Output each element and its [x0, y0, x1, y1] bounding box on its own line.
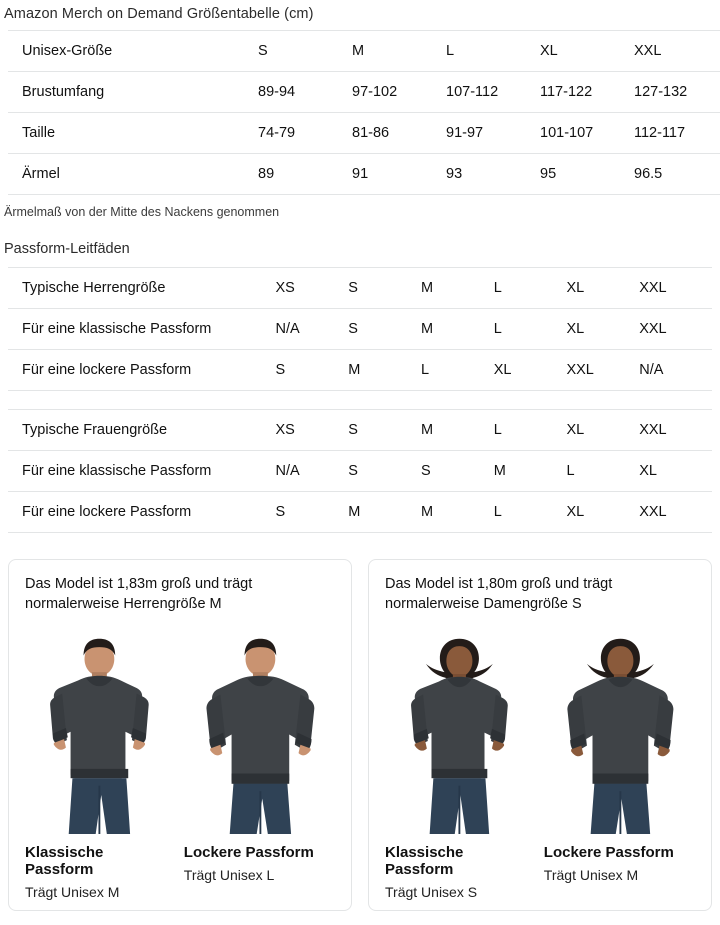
cell-value: S — [275, 350, 348, 391]
cell-value: 89 — [258, 154, 352, 195]
table-row — [8, 72, 720, 113]
cell-value: S — [258, 31, 352, 72]
unisex-size-table — [8, 30, 720, 195]
female-model-figures — [385, 622, 695, 834]
womens-fit-table — [8, 409, 712, 533]
fit-name: Klassische Passform — [25, 844, 104, 878]
cell-value: XL — [566, 309, 639, 350]
cell-value: XL — [494, 350, 567, 391]
cell-value: 81-86 — [352, 113, 446, 154]
cell-value: XS — [275, 410, 348, 451]
table-row — [8, 154, 720, 195]
cell-value: XL — [566, 410, 639, 451]
cell-value: N/A — [275, 451, 348, 492]
row-label: Für eine lockere Passform — [8, 350, 275, 391]
mens-fit-table — [8, 267, 712, 391]
model-cards — [8, 559, 712, 911]
fit-name: Klassische Passform — [385, 844, 464, 878]
fit-wears: Trägt Unisex S — [385, 884, 478, 900]
male-model-figures — [25, 622, 335, 834]
cell-value: XS — [275, 268, 348, 309]
table-row — [8, 113, 720, 154]
row-label: Für eine lockere Passform — [8, 492, 275, 533]
male-relaxed-fit-label — [184, 844, 333, 900]
table-row — [8, 350, 712, 391]
female-model-card — [368, 559, 712, 911]
table-row — [8, 31, 720, 72]
female-relaxed-fit-label — [544, 844, 693, 900]
cell-value: XXL — [639, 410, 712, 451]
cell-value: M — [421, 268, 494, 309]
cell-value: 91 — [352, 154, 446, 195]
cell-value: M — [348, 350, 421, 391]
cell-value: M — [348, 492, 421, 533]
cell-value: L — [494, 410, 567, 451]
male-classic-fit-label — [25, 844, 174, 900]
cell-value: 89-94 — [258, 72, 352, 113]
row-label: Für eine klassische Passform — [8, 451, 275, 492]
table-row — [8, 268, 712, 309]
row-label: Unisex-Größe — [8, 31, 258, 72]
cell-value: L — [421, 350, 494, 391]
cell-value: S — [275, 492, 348, 533]
sleeve-measurement-note: Ärmelmaß von der Mitte des Nackens genommen — [4, 205, 280, 219]
cell-value: XXL — [639, 309, 712, 350]
cell-value: M — [421, 492, 494, 533]
cell-value: XL — [639, 451, 712, 492]
table-row — [8, 410, 712, 451]
cell-value: XL — [566, 492, 639, 533]
table-row — [8, 451, 712, 492]
cell-value: 96.5 — [634, 154, 720, 195]
male-model-description: Das Model ist 1,83m groß und trägt normalerweise Herrengröße M — [25, 576, 253, 612]
cell-value: 127-132 — [634, 72, 720, 113]
cell-value: 117-122 — [540, 72, 634, 113]
cell-value: 74-79 — [258, 113, 352, 154]
cell-value: XL — [566, 268, 639, 309]
table-spacer — [0, 391, 720, 409]
cell-value: 93 — [446, 154, 540, 195]
female-relaxed-fit-figure — [546, 622, 695, 834]
male-model-card — [8, 559, 352, 911]
table-row — [8, 309, 712, 350]
female-classic-fit-figure — [385, 622, 534, 834]
cell-value: M — [494, 451, 567, 492]
row-label: Für eine klassische Passform — [8, 309, 275, 350]
cell-value: S — [421, 451, 494, 492]
cell-value: S — [348, 451, 421, 492]
cell-value: 91-97 — [446, 113, 540, 154]
cell-value: 101-107 — [540, 113, 634, 154]
fit-wears: Trägt Unisex M — [543, 867, 639, 883]
fit-wears: Trägt Unisex M — [25, 884, 120, 900]
cell-value: M — [421, 410, 494, 451]
cell-value: L — [494, 492, 567, 533]
cell-value: S — [348, 268, 421, 309]
row-label: Ärmel — [8, 154, 258, 195]
female-model-description: Das Model ist 1,80m groß und trägt normalerweise Damengröße S — [385, 576, 613, 612]
cell-value: M — [421, 309, 494, 350]
cell-value: L — [494, 268, 567, 309]
cell-value: 112-117 — [634, 113, 720, 154]
fit-name: Lockere Passform — [543, 844, 674, 861]
cell-value: N/A — [639, 350, 712, 391]
cell-value: L — [566, 451, 639, 492]
cell-value: 95 — [540, 154, 634, 195]
fit-wears: Trägt Unisex L — [183, 867, 275, 883]
male-classic-fit-figure — [25, 622, 174, 834]
table-row — [8, 492, 712, 533]
row-label: Typische Herrengröße — [8, 268, 275, 309]
cell-value: S — [348, 410, 421, 451]
row-label: Brustumfang — [8, 72, 258, 113]
cell-value: 107-112 — [446, 72, 540, 113]
page-title: Amazon Merch on Demand Größentabelle (cm) — [4, 6, 314, 22]
cell-value: L — [494, 309, 567, 350]
female-classic-fit-label — [385, 844, 534, 900]
cell-value: XXL — [566, 350, 639, 391]
cell-value: S — [348, 309, 421, 350]
cell-value: M — [352, 31, 446, 72]
female-fit-labels — [385, 844, 695, 900]
row-label: Taille — [8, 113, 258, 154]
fit-guides-label: Passform-Leitfäden — [4, 241, 130, 257]
cell-value: XL — [540, 31, 634, 72]
male-relaxed-fit-figure — [186, 622, 335, 834]
cell-value: L — [446, 31, 540, 72]
cell-value: 97-102 — [352, 72, 446, 113]
cell-value: XXL — [639, 492, 712, 533]
male-fit-labels — [25, 844, 335, 900]
fit-name: Lockere Passform — [183, 844, 314, 861]
cell-value: XXL — [639, 268, 712, 309]
cell-value: N/A — [275, 309, 348, 350]
row-label: Typische Frauengröße — [8, 410, 275, 451]
cell-value: XXL — [634, 31, 720, 72]
